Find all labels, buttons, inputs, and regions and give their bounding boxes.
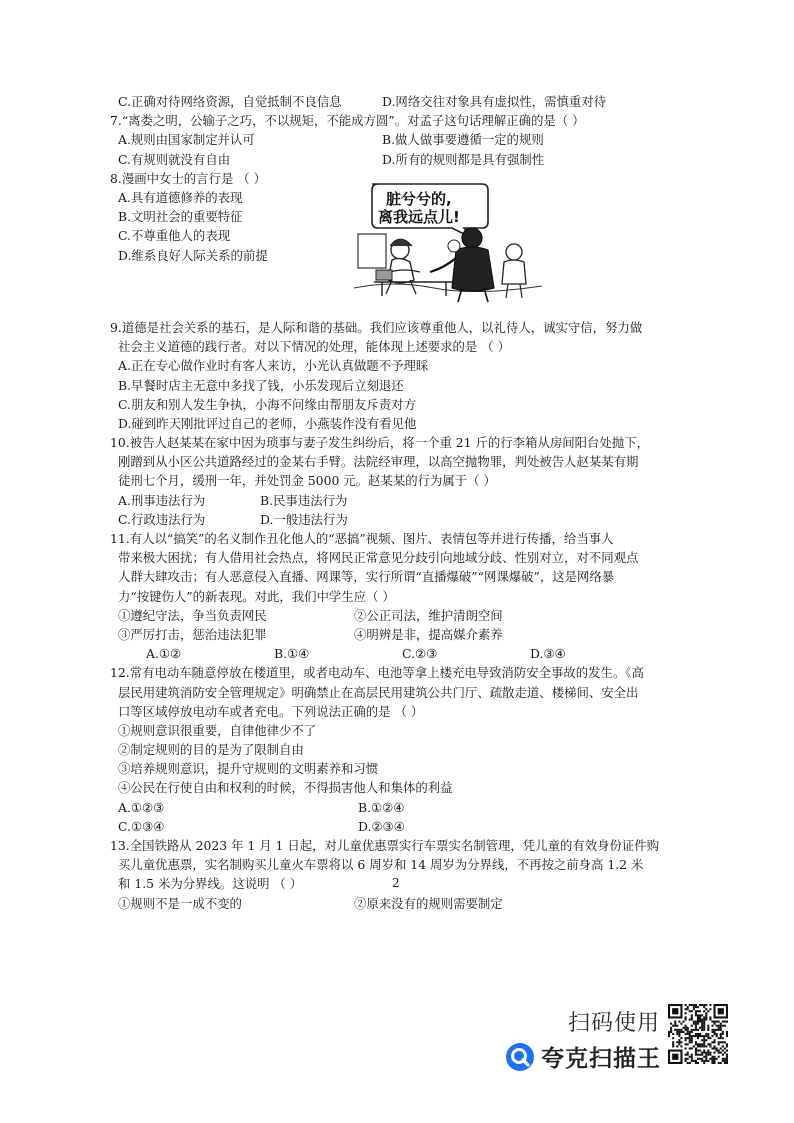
q10-option-c: C.行政违法行为: [118, 511, 206, 527]
q10-options-row-1: [118, 491, 678, 510]
q10-option-d: D.一般违法行为: [260, 511, 348, 527]
q11-item-4: ④明辨是非，提高媒介素养: [354, 626, 503, 642]
q10-stem-line-2: 刚蹭到从小区公共道路经过的金某右手臂。法院经审理，以高空抛物罪，判处被告人赵某某有期: [118, 454, 639, 470]
q6-options-row: [118, 92, 678, 111]
q6-option-c: C.正确对待网络资源，自觉抵制不良信息: [118, 94, 342, 109]
q11-option-b: B.①④: [274, 646, 310, 662]
q9-option-d: D.碰到昨天刚批评过自己的老师，小燕装作没有看见他: [118, 415, 417, 431]
q9-stem-line-1: 9.道德是社会关系的基石，是人际和谐的基础。我们应该尊重他人，以礼待人，诚实守信，努力做: [110, 319, 643, 335]
q12-option-b: B.①②④: [358, 799, 405, 815]
q13-stem-line-3: 和 1.5 米为分界线。这说明 （ ）: [118, 876, 303, 892]
cartoon-caption-2: 离我远点儿!: [378, 207, 460, 226]
q9-option-b: B.早餐时店主无意中多找了钱，小乐发现后立刻退还: [118, 377, 404, 393]
q12-stem-line-3: 口等区域停放电动车或者充电。下列说法正确的是 （ ）: [118, 703, 424, 719]
man-head: [462, 228, 482, 248]
q11-stem-line-3: 人群大肆攻击；有人恶意侵入直播、网课等，实行所谓“直播爆破”“网课爆破”，这是网络暴: [118, 569, 615, 585]
q8-option-d: D.维系良好人际关系的前提: [118, 247, 268, 263]
q12-option-a: A.①②③: [118, 799, 165, 815]
q10-stem-line-3: 徒刑七个月，缓刑一年，并处罚金 5000 元。赵某某的行为属于（ ）: [118, 473, 496, 489]
cartoon-illustration: [354, 176, 542, 304]
q12-item-2: ②制定规则的目的是为了限制自由: [118, 742, 304, 758]
q12-stem-line-1: 12.常有电动车随意停放在楼道里，或者电动车、电池等拿上楼充电导致消防安全事故的发生。《高: [110, 665, 644, 681]
q11-items-row-1: [118, 606, 678, 625]
q11-option-a: A.①②: [146, 646, 182, 662]
q11-stem-line-4: 力“按键伤人”的新表现。对此，我们中学生应（ ）: [118, 588, 395, 604]
q12-option-d: D.②③④: [358, 818, 405, 834]
background-window: [358, 234, 386, 268]
child-legs: [506, 284, 522, 298]
q13-item-2: ②原来没有的规则需要制定: [354, 895, 503, 911]
q11-items-row-2: [118, 625, 678, 644]
quark-logo-icon: [505, 1042, 535, 1072]
q7-option-d: D.所有的规则都是具有强制性: [382, 151, 545, 167]
qr-code-icon[interactable]: [668, 1004, 728, 1064]
q13-items-row: [118, 894, 678, 913]
q7-option-a: A.规则由国家制定并认可: [118, 132, 255, 148]
q10-option-b: B.民事违法行为: [260, 492, 348, 508]
handbag: [376, 270, 392, 280]
q12-item-4: ④公民在行使自由和权利的时候，不得损害他人和集体的利益: [118, 780, 453, 796]
q7-option-c: C.有规则就没有自由: [118, 151, 231, 167]
q6-option-d: D.网络交往对象具有虚拟性，需慎重对待: [382, 94, 607, 109]
q9-option-a: A.正在专心做作业时有客人来访，小光认真做题不予理睬: [118, 358, 429, 374]
q11-option-d: D.③④: [530, 646, 566, 662]
woman-hair: [390, 239, 412, 246]
q12-item-1: ①规则意识很重要，自律他律少不了: [118, 722, 317, 738]
q9-stem-line-2: 社会主义道德的践行者。对以下情况的处理，能体现上述要求的是 （ ）: [118, 339, 510, 355]
q13-stem-line-2: 买儿童优惠票，实名制购买儿童火车票将以 6 周岁和 14 周岁为分界线，不再按之前身高 1.2 米: [118, 857, 644, 873]
man-coat: [452, 247, 494, 291]
q12-stem-line-2: 层民用建筑消防安全管理规定》明确禁止在高层民用建筑公共门厅、疏散走道、楼梯间、安全出: [118, 684, 639, 700]
q7-stem: 7.“离娄之明，公输子之巧，不以规矩，不能成方圆”。对孟子这句话理解正确的是（ ）: [110, 113, 585, 129]
q10-stem-line-1: 10.被告人赵某某在家中因为琐事与妻子发生纠纷后，将一个重 21 斤的行李箱从房间阳台处抛下，: [110, 435, 649, 451]
q11-item-1: ①遵纪守法，争当负责网民: [118, 607, 267, 623]
q13-stem-line-1: 13.全国铁路从 2023 年 1 月 1 日起，对儿童优惠票实行车票实名制管理，凭儿童的有效身份证件购: [110, 838, 660, 853]
q7-options-row-1: [118, 130, 678, 149]
scan-to-use-label: 扫码使用: [568, 1011, 661, 1036]
brand-name: 夸克扫描王: [541, 1046, 661, 1072]
page-number: 2: [392, 876, 400, 890]
child-body: [502, 260, 526, 284]
q11-item-3: ③严厉打击，惩治违法犯罪: [118, 626, 267, 642]
question-content: [110, 92, 678, 913]
q8-block: [118, 188, 678, 318]
child-head: [506, 244, 522, 260]
q11-stem-line-2: 带来极大困扰；有人借用社会热点，将网民正常意见分歧引向地域分歧、性别对立，对不同观点: [118, 550, 639, 566]
q11-item-2: ②公正司法，维护清朗空间: [354, 607, 503, 623]
q10-option-a: A.刑事违法行为: [118, 492, 206, 508]
q12-options-row-2: [118, 817, 678, 836]
background-person-head: [448, 240, 460, 252]
q11-options-row: [118, 644, 678, 663]
q12-options-row-1: [118, 798, 678, 817]
q8-options: [118, 188, 358, 265]
q12-option-c: C.①③④: [118, 818, 165, 834]
q13-item-1: ①规则不是一成不变的: [118, 895, 242, 911]
cartoon-caption-1: 脏兮兮的,: [386, 189, 452, 208]
man-arm: [430, 258, 456, 272]
q11-option-c: C.②③: [402, 646, 438, 662]
q7-options-row-2: [118, 150, 678, 169]
q8-option-c: C.不尊重他人的表现: [118, 228, 231, 244]
q8-option-b: B.文明社会的重要特征: [118, 209, 243, 225]
q11-stem-line-1: 11.有人以“搞笑”的名义制作丑化他人的“恶搞”视频、图片、表情包等并进行传播，给当事人: [110, 531, 614, 546]
q7-option-b: B.做人做事要遵循一定的规则: [382, 132, 544, 148]
q9-option-c: C.朋友和别人发生争执，小海不问缘由帮朋友斥责对方: [118, 396, 416, 412]
q12-item-3: ③培养规则意识，提升守规则的文明素养和习惯: [118, 761, 379, 777]
brand-watermark: [505, 1040, 661, 1073]
q10-options-row-2: [118, 510, 678, 529]
q8-option-a: A.具有道德修养的表现: [118, 189, 243, 205]
q8-stem: 8.漫画中女士的言行是 （ ）: [110, 170, 266, 186]
